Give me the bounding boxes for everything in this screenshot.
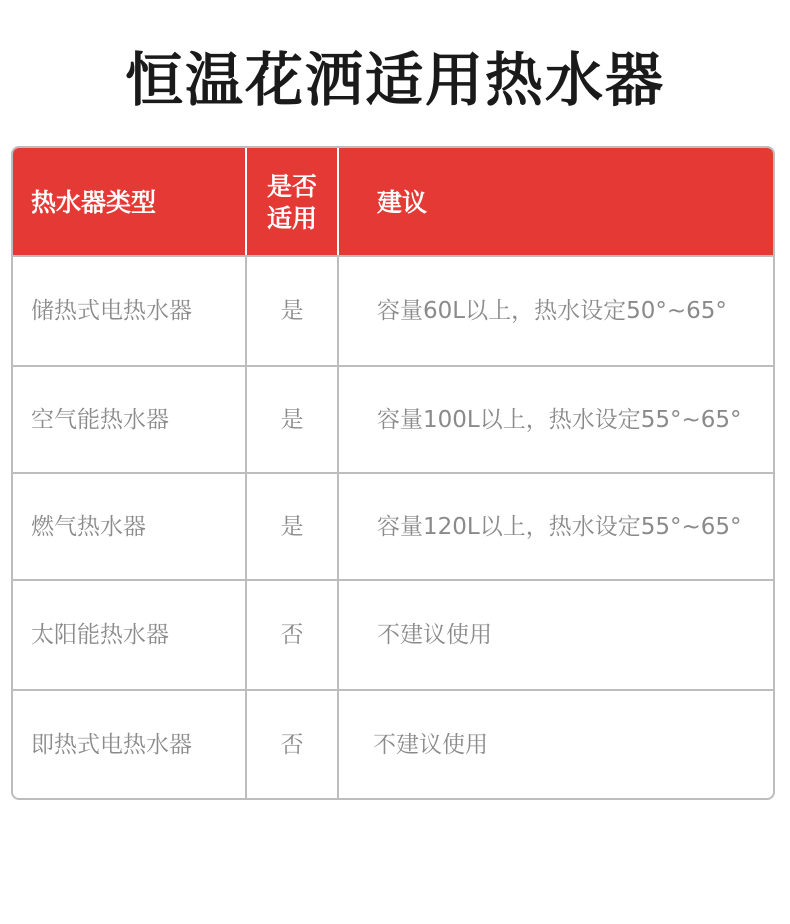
row-type-cell [13, 367, 245, 472]
table-row [13, 689, 773, 798]
row-advice-cell [337, 367, 773, 472]
header-type-label: 热水器类型 [31, 187, 157, 217]
row-advice: 容量60L以上，热水设定50°~65° [377, 298, 727, 324]
row-type-cell [13, 257, 245, 365]
row-advice: 容量120L以上，热水设定55°~65° [377, 513, 742, 540]
row-suitable: 否 [280, 731, 304, 758]
row-advice-cell [337, 581, 773, 689]
header-suitable [245, 148, 337, 257]
row-type-cell [13, 474, 245, 579]
header-type [13, 148, 245, 257]
row-type: 即热式电热水器 [31, 731, 192, 758]
table-row [13, 579, 773, 689]
row-suitable: 是 [280, 298, 304, 324]
row-type-cell [13, 581, 245, 689]
row-advice: 不建议使用 [377, 622, 492, 648]
row-suitable-cell [245, 474, 337, 579]
row-advice-cell [337, 691, 773, 798]
row-advice-cell [337, 257, 773, 365]
page-title: 恒温花洒适用热水器 [124, 46, 665, 114]
row-type: 燃气热水器 [31, 513, 146, 540]
table-row [13, 255, 773, 365]
header-suitable-line1: 是否 [266, 171, 317, 201]
row-type: 太阳能热水器 [31, 622, 169, 648]
row-type: 储热式电热水器 [31, 298, 192, 324]
row-suitable: 否 [280, 622, 304, 648]
row-advice: 容量100L以上，热水设定55°~65° [377, 406, 742, 433]
row-suitable-cell [245, 367, 337, 472]
table-header-row [13, 148, 773, 257]
header-advice [337, 148, 773, 257]
water-heater-table [11, 146, 775, 800]
row-suitable-cell [245, 257, 337, 365]
row-suitable-cell [245, 581, 337, 689]
row-suitable-cell [245, 691, 337, 798]
row-type: 空气能热水器 [31, 406, 169, 433]
table-row [13, 472, 773, 579]
row-suitable: 是 [280, 406, 304, 433]
row-advice: 不建议使用 [373, 731, 488, 758]
row-advice-cell [337, 474, 773, 579]
table-row [13, 365, 773, 472]
header-suitable-line2: 适用 [266, 203, 317, 233]
header-advice-label: 建议 [377, 187, 428, 217]
row-type-cell [13, 691, 245, 798]
row-suitable: 是 [280, 513, 304, 540]
